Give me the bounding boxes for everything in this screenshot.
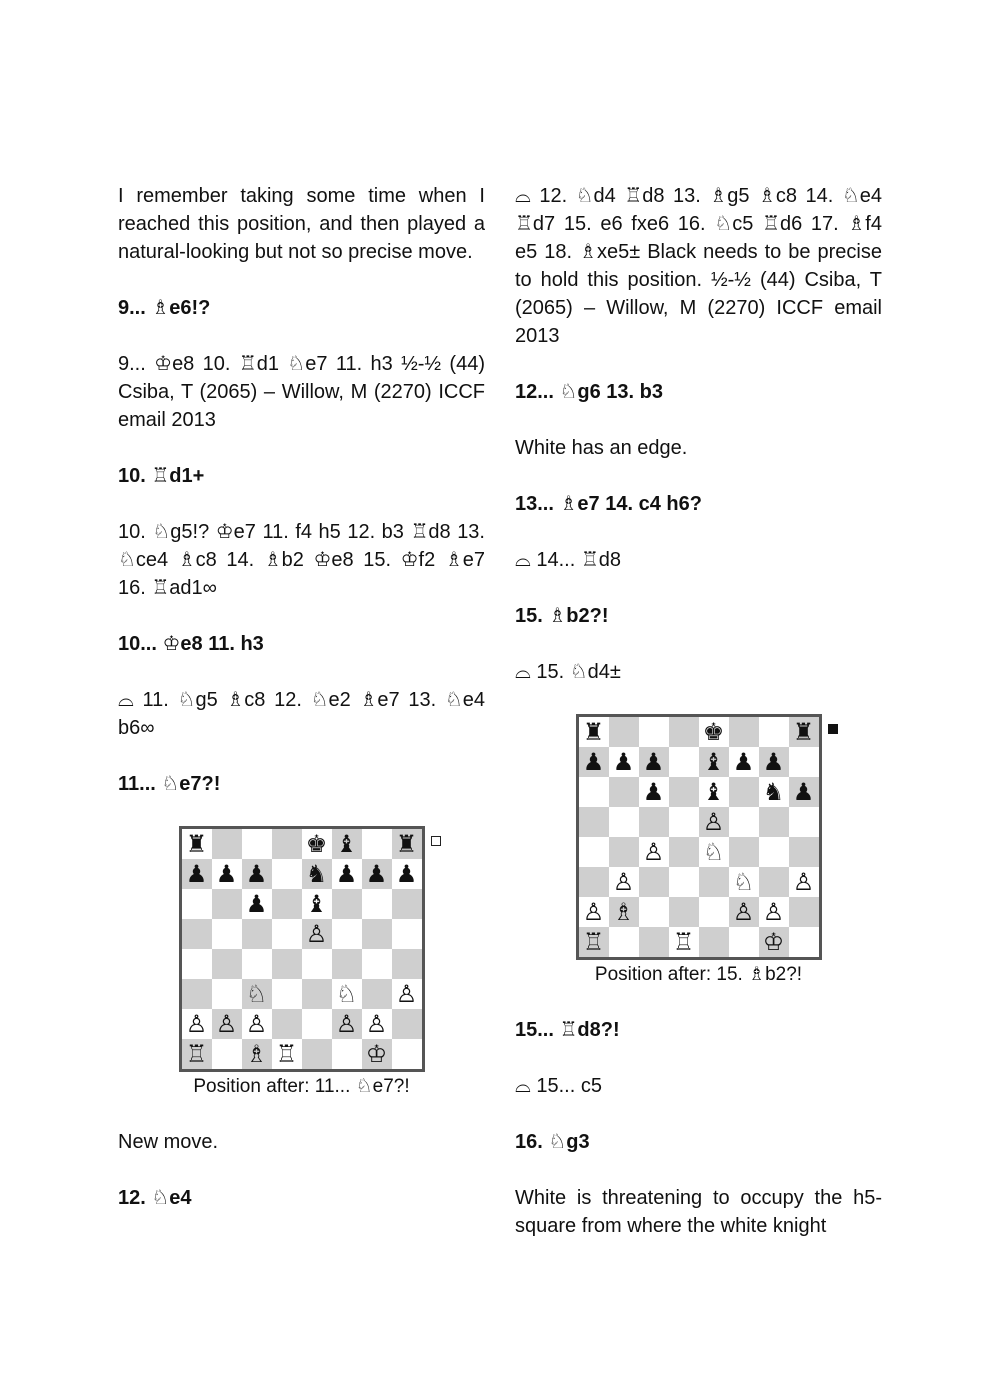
white-knight-icon: ♘: [732, 868, 755, 896]
square-a2: [579, 897, 609, 927]
square-b5: [212, 919, 242, 949]
black-pawn-icon: ♟: [215, 860, 238, 888]
square-b1: [212, 1039, 242, 1069]
square-d6: [669, 777, 699, 807]
square-c2: [639, 897, 669, 927]
white-rook-icon: ♖: [582, 928, 605, 956]
annotation-paragraph: ⌓ 11. ♘g5 ♗c8 12. ♘e2 ♗e7 13. ♘e4 b6∞: [118, 689, 485, 739]
square-e3: [699, 867, 729, 897]
annotation-paragraph: ⌓ 14... ♖d8: [515, 549, 622, 571]
black-pawn-icon: ♟: [395, 860, 418, 888]
white-rook-icon: ♖: [672, 928, 695, 956]
square-a6: [182, 889, 212, 919]
white-rook-icon: ♖: [185, 1040, 208, 1068]
square-c5: [639, 807, 669, 837]
chess-board: [576, 714, 822, 960]
square-d2: [669, 897, 699, 927]
square-e8: [302, 829, 332, 859]
square-f2: [332, 1009, 362, 1039]
square-g5: [362, 919, 392, 949]
side-to-move-indicator: [431, 836, 441, 846]
white-rook-icon: ♖: [275, 1040, 298, 1068]
chess-board: [179, 826, 425, 1072]
move-heading: 9... ♗e6!?: [118, 297, 211, 319]
chess-diagram: [118, 826, 485, 1100]
square-g7: [759, 747, 789, 777]
square-g3: [759, 867, 789, 897]
square-h4: [789, 837, 819, 867]
square-f6: [729, 777, 759, 807]
square-b8: [609, 717, 639, 747]
square-e5: [302, 919, 332, 949]
square-e1: [302, 1039, 332, 1069]
black-king-icon: ♚: [702, 718, 725, 746]
square-d8: [272, 829, 302, 859]
square-d1: [669, 927, 699, 957]
square-g1: [759, 927, 789, 957]
square-a2: [182, 1009, 212, 1039]
white-bishop-icon: ♗: [612, 898, 635, 926]
move-heading: 12... ♘g6 13. b3: [515, 381, 663, 403]
square-d7: [669, 747, 699, 777]
square-b4: [609, 837, 639, 867]
square-h8: [789, 717, 819, 747]
black-bishop-icon: ♝: [702, 748, 725, 776]
black-pawn-icon: ♟: [792, 778, 815, 806]
square-a5: [182, 919, 212, 949]
square-d3: [669, 867, 699, 897]
square-c4: [639, 837, 669, 867]
annotation-paragraph: 10. ♘g5!? ♔e7 11. f4 h5 12. b3 ♖d8 13. ♘ce4 ♗c8 14. ♗b2 ♔e8 15. ♔f2 ♗e7 16. ♖ad1∞: [118, 521, 485, 599]
square-b8: [212, 829, 242, 859]
square-f8: [729, 717, 759, 747]
white-pawn-icon: ♙: [245, 1010, 268, 1038]
square-b6: [212, 889, 242, 919]
square-c1: [242, 1039, 272, 1069]
square-d6: [272, 889, 302, 919]
square-a7: [579, 747, 609, 777]
square-f7: [332, 859, 362, 889]
white-bishop-icon: ♗: [245, 1040, 268, 1068]
square-b3: [212, 979, 242, 1009]
annotation-paragraph: White has an edge.: [515, 437, 688, 459]
white-king-icon: ♔: [762, 928, 785, 956]
square-h3: [789, 867, 819, 897]
square-b2: [212, 1009, 242, 1039]
black-rook-icon: ♜: [185, 830, 208, 858]
square-h6: [392, 889, 422, 919]
square-a3: [579, 867, 609, 897]
square-h8: [392, 829, 422, 859]
square-g1: [362, 1039, 392, 1069]
black-king-icon: ♚: [305, 830, 328, 858]
side-to-move-indicator: [828, 724, 838, 734]
black-bishop-icon: ♝: [335, 830, 358, 858]
white-pawn-icon: ♙: [642, 838, 665, 866]
square-c1: [639, 927, 669, 957]
square-f5: [332, 919, 362, 949]
square-a4: [182, 949, 212, 979]
annotation-paragraph: ⌓ 15... c5: [515, 1075, 602, 1097]
square-d1: [272, 1039, 302, 1069]
square-a7: [182, 859, 212, 889]
square-c7: [639, 747, 669, 777]
square-c6: [242, 889, 272, 919]
square-d3: [272, 979, 302, 1009]
square-e8: [699, 717, 729, 747]
black-knight-icon: ♞: [762, 778, 785, 806]
annotation-paragraph: New move.: [118, 1131, 219, 1153]
square-f1: [332, 1039, 362, 1069]
square-c7: [242, 859, 272, 889]
white-pawn-icon: ♙: [582, 898, 605, 926]
left-column: [118, 182, 485, 1240]
square-d5: [272, 919, 302, 949]
square-a6: [579, 777, 609, 807]
move-heading: 10. ♖d1+: [118, 465, 205, 487]
square-b7: [609, 747, 639, 777]
black-pawn-icon: ♟: [245, 860, 268, 888]
square-h6: [789, 777, 819, 807]
square-b5: [609, 807, 639, 837]
black-pawn-icon: ♟: [365, 860, 388, 888]
square-e1: [699, 927, 729, 957]
white-pawn-icon: ♙: [612, 868, 635, 896]
black-knight-icon: ♞: [305, 860, 328, 888]
square-a8: [182, 829, 212, 859]
white-pawn-icon: ♙: [335, 1010, 358, 1038]
square-f6: [332, 889, 362, 919]
square-e4: [699, 837, 729, 867]
square-g5: [759, 807, 789, 837]
square-e7: [699, 747, 729, 777]
black-pawn-icon: ♟: [642, 748, 665, 776]
black-rook-icon: ♜: [792, 718, 815, 746]
square-b1: [609, 927, 639, 957]
square-h3: [392, 979, 422, 1009]
square-g7: [362, 859, 392, 889]
square-h1: [789, 927, 819, 957]
square-d8: [669, 717, 699, 747]
square-d4: [272, 949, 302, 979]
black-bishop-icon: ♝: [702, 778, 725, 806]
square-a5: [579, 807, 609, 837]
square-a1: [182, 1039, 212, 1069]
white-knight-icon: ♘: [702, 838, 725, 866]
square-a4: [579, 837, 609, 867]
annotation-paragraph: I remember taking some time when I reached this position, and then played a natural-looking but not so precise move.: [118, 185, 485, 263]
annotation-paragraph: White is threatening to occupy the h5-square from where the white knight: [515, 1187, 882, 1237]
white-pawn-icon: ♙: [762, 898, 785, 926]
square-c5: [242, 919, 272, 949]
square-c3: [639, 867, 669, 897]
move-heading: 11... ♘e7?!: [118, 773, 221, 795]
diagram-caption: Position after: 11... ♘e7?!: [193, 1076, 410, 1097]
square-a8: [579, 717, 609, 747]
black-pawn-icon: ♟: [642, 778, 665, 806]
square-f4: [729, 837, 759, 867]
square-g2: [362, 1009, 392, 1039]
square-g8: [362, 829, 392, 859]
square-b3: [609, 867, 639, 897]
square-d2: [272, 1009, 302, 1039]
square-g6: [759, 777, 789, 807]
black-rook-icon: ♜: [395, 830, 418, 858]
square-c2: [242, 1009, 272, 1039]
black-pawn-icon: ♟: [245, 890, 268, 918]
square-g6: [362, 889, 392, 919]
square-h2: [392, 1009, 422, 1039]
square-f2: [729, 897, 759, 927]
square-h2: [789, 897, 819, 927]
white-knight-icon: ♘: [245, 980, 268, 1008]
square-h4: [392, 949, 422, 979]
square-g8: [759, 717, 789, 747]
square-e2: [302, 1009, 332, 1039]
white-pawn-icon: ♙: [185, 1010, 208, 1038]
square-c6: [639, 777, 669, 807]
move-heading: 16. ♘g3: [515, 1131, 590, 1153]
white-pawn-icon: ♙: [215, 1010, 238, 1038]
square-b6: [609, 777, 639, 807]
black-pawn-icon: ♟: [185, 860, 208, 888]
square-f4: [332, 949, 362, 979]
square-a1: [579, 927, 609, 957]
white-pawn-icon: ♙: [365, 1010, 388, 1038]
white-pawn-icon: ♙: [702, 808, 725, 836]
square-c8: [242, 829, 272, 859]
square-h5: [789, 807, 819, 837]
square-b4: [212, 949, 242, 979]
annotation-paragraph: ⌓ 15. ♘d4±: [515, 661, 621, 683]
black-rook-icon: ♜: [582, 718, 605, 746]
square-d4: [669, 837, 699, 867]
square-f7: [729, 747, 759, 777]
move-heading: 13... ♗e7 14. c4 h6?: [515, 493, 702, 515]
annotation-paragraph: 9... ♔e8 10. ♖d1 ♘e7 11. h3 ½-½ (44) Csiba, T (2065) – Willow, M (2270) ICCF email 2013: [118, 353, 485, 431]
square-a3: [182, 979, 212, 1009]
square-f3: [332, 979, 362, 1009]
square-e5: [699, 807, 729, 837]
square-e4: [302, 949, 332, 979]
move-heading: 15. ♗b2?!: [515, 605, 609, 627]
square-f3: [729, 867, 759, 897]
square-c8: [639, 717, 669, 747]
black-pawn-icon: ♟: [732, 748, 755, 776]
square-c4: [242, 949, 272, 979]
square-f1: [729, 927, 759, 957]
square-h7: [789, 747, 819, 777]
square-g4: [362, 949, 392, 979]
black-pawn-icon: ♟: [582, 748, 605, 776]
square-b7: [212, 859, 242, 889]
black-pawn-icon: ♟: [335, 860, 358, 888]
square-e2: [699, 897, 729, 927]
square-e3: [302, 979, 332, 1009]
white-pawn-icon: ♙: [732, 898, 755, 926]
square-h1: [392, 1039, 422, 1069]
move-heading: 12. ♘e4: [118, 1187, 192, 1209]
square-c3: [242, 979, 272, 1009]
white-pawn-icon: ♙: [395, 980, 418, 1008]
square-b2: [609, 897, 639, 927]
square-h5: [392, 919, 422, 949]
right-column: [515, 182, 882, 1268]
move-heading: 10... ♔e8 11. h3: [118, 633, 264, 655]
move-heading: 15... ♖d8?!: [515, 1019, 620, 1041]
black-pawn-icon: ♟: [762, 748, 785, 776]
white-knight-icon: ♘: [335, 980, 358, 1008]
square-d7: [272, 859, 302, 889]
white-pawn-icon: ♙: [792, 868, 815, 896]
black-pawn-icon: ♟: [612, 748, 635, 776]
white-pawn-icon: ♙: [305, 920, 328, 948]
square-g2: [759, 897, 789, 927]
square-f8: [332, 829, 362, 859]
square-g3: [362, 979, 392, 1009]
square-e6: [699, 777, 729, 807]
square-d5: [669, 807, 699, 837]
black-bishop-icon: ♝: [305, 890, 328, 918]
annotation-paragraph: ⌓ 12. ♘d4 ♖d8 13. ♗g5 ♗c8 14. ♘e4 ♖d7 15. e6 fxe6 16. ♘c5 ♖d6 17. ♗f4 e5 18. ♗xe5± Black needs to be precise to hold this position. ½-½ (44) Csiba, T (2065) – Willow, M (2270) ICCF email 2013: [515, 185, 882, 347]
chess-diagram: [515, 714, 882, 988]
white-king-icon: ♔: [365, 1040, 388, 1068]
square-e6: [302, 889, 332, 919]
square-h7: [392, 859, 422, 889]
square-f5: [729, 807, 759, 837]
square-e7: [302, 859, 332, 889]
square-g4: [759, 837, 789, 867]
diagram-caption: Position after: 15. ♗b2?!: [594, 964, 803, 985]
